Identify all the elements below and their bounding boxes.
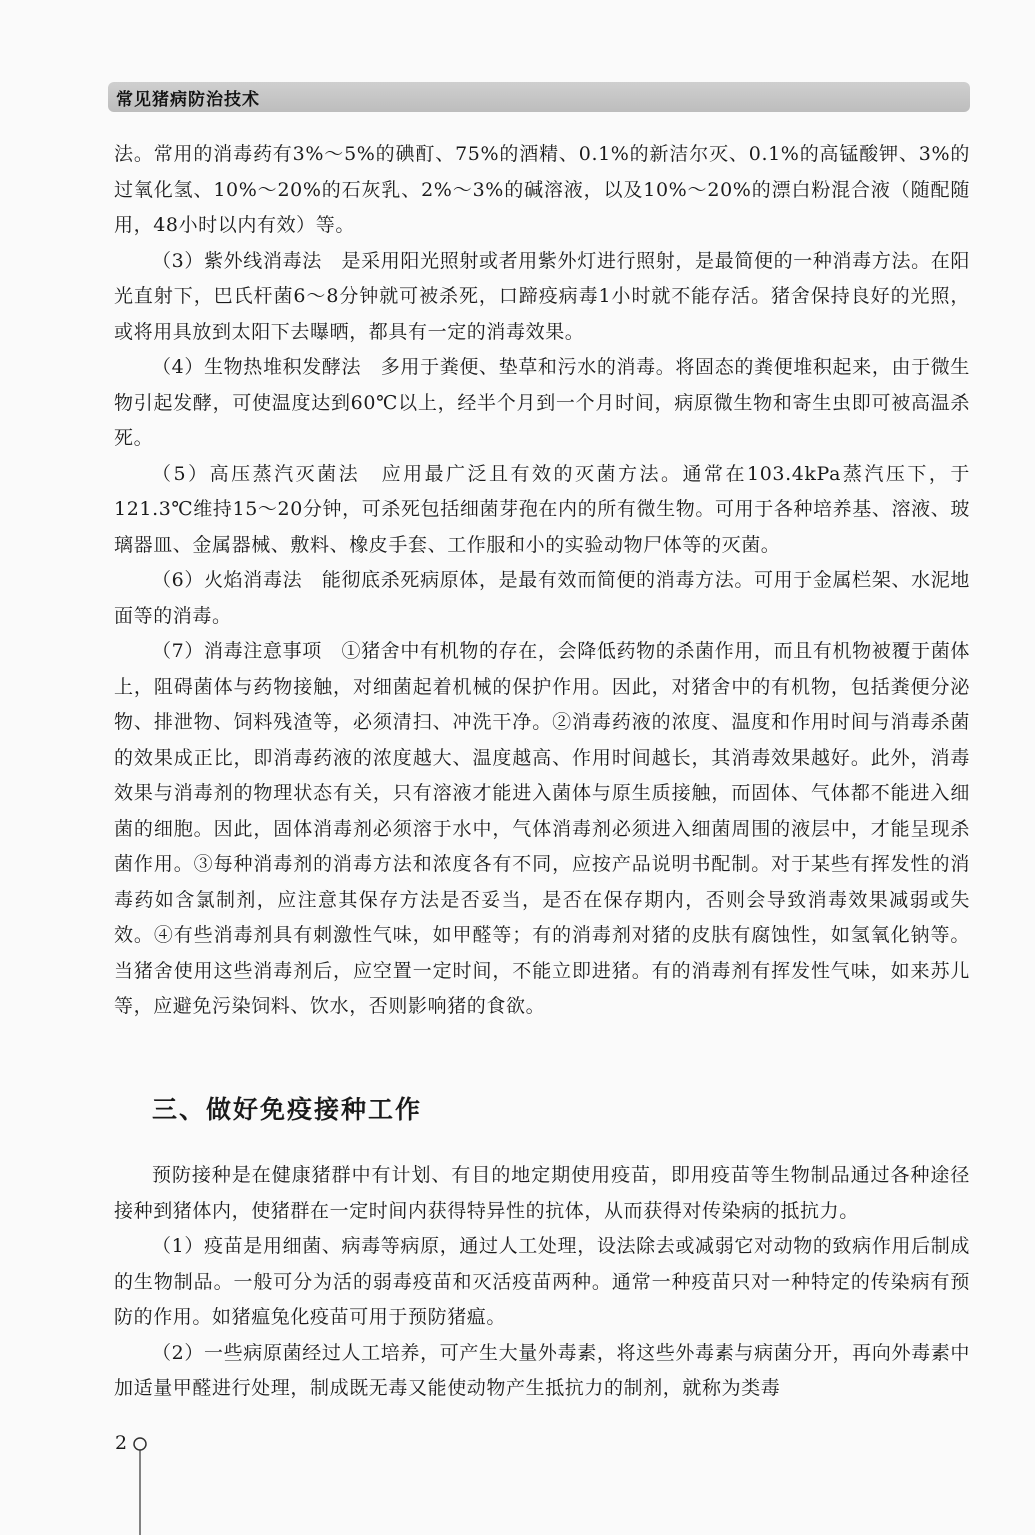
paragraph: 法。常用的消毒药有3%～5%的碘酊、75%的酒精、0.1%的新洁尔灭、0.1%的高锰酸钾、3%的过氧化氢、10%～20%的石灰乳、2%～3%的碱溶液，以及10%～20%的漂白粉混合液（随配随用，48小时以内有效）等。 [114,143,970,236]
section-body [114,1158,970,1407]
body-text [114,137,970,1025]
paragraph: （1）疫苗是用细菌、病毒等病原，通过人工处理，设法除去或减弱它对动物的致病作用后制成的生物制品。一般可分为活的弱毒疫苗和灭活疫苗两种。通常一种疫苗只对一种特定的传染病有预防的作用。如猪瘟兔化疫苗可用于预防猪瘟。 [114,1235,970,1328]
book-title: 常见猪病防治技术 [116,90,260,110]
paragraph: （7）消毒注意事项 ①猪舍中有机物的存在，会降低药物的杀菌作用，而且有机物被覆于菌体上，阻碍菌体与药物接触，对细菌起着机械的保护作用。因此，对猪舍中的有机物，包括粪便分泌物、排泄物、饲料残渣等，必须清扫、冲洗干净。②消毒药液的浓度、温度和作用时间与消毒杀菌的效果成正比，即消毒药液的浓度越大、温度越高、作用时间越长，其消毒效果越好。此外，消毒效果与消毒剂的物理状态有关，只有溶液才能进入菌体与原生质接触，而固体、气体都不能进入细菌的细胞。因此，固体消毒剂必须溶于水中，气体消毒剂必须进入细菌周围的液层中，才能呈现杀菌作用。③每种消毒剂的消毒方法和浓度各有不同，应按产品说明书配制。对于某些有挥发性的消毒药如含氯制剂，应注意其保存方法是否妥当，是否在保存期内，否则会导致消毒效果减弱或失效。④有些消毒剂具有刺激性气味，如甲醛等；有的消毒剂对猪的皮肤有腐蚀性，如氢氧化钠等。当猪舍使用这些消毒剂后，应空置一定时间，不能立即进猪。有的消毒剂有挥发性气味，如来苏儿等，应避免污染饲料、饮水，否则影响猪的食欲。 [114,640,970,1017]
paragraph: （6）火焰消毒法 能彻底杀死病原体，是最有效而简便的消毒方法。可用于金属栏架、水泥地面等的消毒。 [114,569,970,627]
paragraph: （4）生物热堆积发酵法 多用于粪便、垫草和污水的消毒。将固态的粪便堆积起来，由于微生物引起发酵，可使温度达到60℃以上，经半个月到一个月时间，病原微生物和寄生虫即可被高温杀死。 [114,356,970,449]
paragraph: （3）紫外线消毒法 是采用阳光照射或者用紫外灯进行照射，是最简便的一种消毒方法。在阳光直射下，巴氏杆菌6～8分钟就可被杀死，口蹄疫病毒1小时就不能存活。猪舍保持良好的光照，或将用具放到太阳下去曝晒，都具有一定的消毒效果。 [114,249,970,343]
page-number: 2 [115,1432,128,1454]
margin-ornament-icon [130,1432,150,1535]
running-header [108,82,970,112]
paragraph: （5）高压蒸汽灭菌法 应用最广泛且有效的灭菌方法。通常在103.4kPa蒸汽压下，于121.3℃维持15～20分钟，可杀死包括细菌芽孢在内的所有微生物。可用于各种培养基、溶液、玻璃器皿、金属器械、敷料、橡皮手套、工作服和小的实验动物尸体等的灭菌。 [114,462,970,556]
paragraph: 预防接种是在健康猪群中有计划、有目的地定期使用疫苗，即用疫苗等生物制品通过各种途径接种到猪体内，使猪群在一定时间内获得特异性的抗体，从而获得对传染病的抵抗力。 [114,1164,970,1222]
paragraph: （2）一些病原菌经过人工培养，可产生大量外毒素，将这些外毒素与病菌分开，再向外毒素中加适量甲醛进行处理，制成既无毒又能使动物产生抵抗力的制剂，就称为类毒 [114,1341,970,1399]
section-heading: 三、做好免疫接种工作 [152,1095,423,1124]
